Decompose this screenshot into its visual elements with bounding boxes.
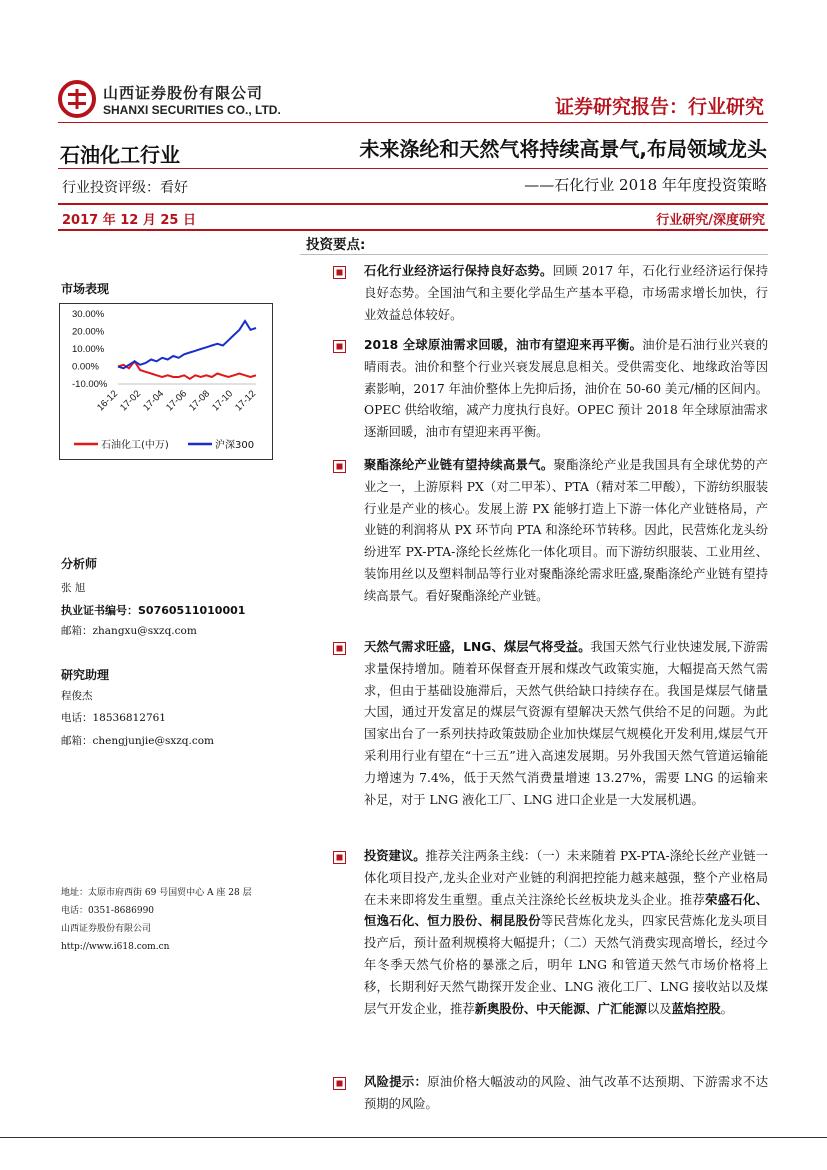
stock-picks: 荣盛石化、恒逸石化、恒力股份、桐昆股份 (364, 892, 768, 929)
assistant-name: 程俊杰 (61, 690, 93, 702)
y-tick-label: 30.00% (72, 309, 105, 320)
bullet-icon (333, 266, 346, 279)
point-body: 以及 (646, 1001, 672, 1016)
stock-picks: 新奥股份、中天能源、广汇能源 (474, 1001, 647, 1016)
bullet-icon (333, 460, 346, 473)
point-body: 等民营炼化龙头，四家民营炼化龙头项目投产后，预计盈利规模将大幅提升；（二）天然气消费实现高增长，经过今年冬季天然气价格的暴涨之后，明年 LNG 和管道天然气市场价格将上移，长期利好天然气勘探开发企业、LNG 液化工厂、LNG 接收站以及煤层气开发企业，推荐 (364, 914, 768, 1016)
x-tick-label: 16-12 (95, 388, 121, 414)
header-divider (58, 122, 768, 123)
point-6 (364, 1072, 768, 1116)
point-body: 回顾 2017 年，石化行业经济运行保持良好态势。全国油气和主要化学品生产基本平稳，市场需求增长加快，行业效益总体较好。 (364, 264, 768, 322)
address-block (61, 884, 252, 956)
point-body: 。 (720, 1001, 733, 1016)
x-tick-label: 17-08 (187, 388, 213, 414)
x-tick-label: 17-02 (118, 388, 144, 414)
company-name-cn: 山西证券股份有限公司 (103, 84, 264, 102)
key-points-underline (300, 254, 768, 255)
bullet-icon (333, 851, 346, 864)
analyst-cert: 执业证书编号：S0760511010001 (61, 604, 246, 617)
point-1 (364, 261, 768, 326)
stock-picks: 蓝焰控股 (671, 1001, 721, 1016)
point-2 (364, 335, 768, 444)
report-subtitle: ——石化行业 2018 年年度投资策略 (524, 176, 767, 194)
point-title: 石化行业经济运行保持良好态势。 (364, 264, 553, 278)
x-tick-label: 17-12 (233, 388, 259, 414)
point-body: 推荐关注两条主线：（一）未来随着 PX-PTA-涤纶长丝产业链一体化项目投产,龙头企业对产业链的利润把控能力越来越强，整个产业格局在未来即将发生重塑。重点关注涤纶长丝板块龙头企业。推荐 (364, 849, 768, 907)
series-line (118, 321, 256, 368)
y-tick-label: 0.00% (72, 361, 99, 373)
analyst-heading: 分析师 (61, 557, 98, 571)
industry-name: 石油化工行业 (60, 143, 180, 167)
y-tick-label: -10.00% (72, 379, 108, 390)
x-tick-label: 17-06 (164, 388, 190, 414)
report-type: 证券研究报告：行业研究 (554, 96, 764, 118)
point-body: 我国天然气行业快速发展,下游需求量保持增加。随着环保督查开展和煤改气政策实施，大幅提高天然气需求，但由于基础设施滞后，天然气供给缺口持续存在。我国是煤层气储量大国，通过开发富足的煤层气资源有望解决天然气供给不足的问题。为此国家出台了一系列扶持政策鼓励企业加快煤层气规模化开发利用,煤层气开采利用行业有望在“十三五”进入高速发展期。另外我国天然气管道运输能力增速为 7.4%，低于天然气消费量增速 13.27%，需要 LNG 的运输来补足，对于 LNG 液化工厂、LNG 进口企业是一大发展机遇。 (364, 640, 768, 807)
point-title: 风险提示： (364, 1075, 428, 1089)
bullet-icon (333, 642, 346, 655)
bullet-icon (333, 1077, 346, 1090)
assistant-email: 邮箱：chengjunjie@sxzq.com (61, 735, 215, 747)
title-divider (58, 168, 768, 169)
assistant-phone: 电话：18536812761 (61, 712, 166, 724)
key-points-heading: 投资要点: (306, 237, 366, 253)
address-line: 地址：太原市府西街 69 号国贸中心 A 座 28 层 (61, 888, 252, 898)
legend-label: 沪深300 (215, 440, 255, 451)
legend-label: 石油化工(中万) (101, 440, 169, 451)
investment-rating: 行业投资评级：看好 (62, 180, 188, 196)
report-category: 行业研究/深度研究 (656, 213, 765, 228)
market-performance-chart (59, 303, 273, 460)
page-bottom-rule (0, 1137, 827, 1138)
y-tick-label: 20.00% (72, 326, 105, 338)
bullet-icon (333, 340, 346, 353)
address-phone: 电话：0351-8686990 (61, 906, 155, 916)
address-company: 山西证券股份有限公司 (61, 924, 152, 934)
assistant-heading: 研究助理 (61, 668, 110, 682)
chart-canvas (60, 304, 272, 459)
date-bar-bottom (58, 229, 768, 231)
y-tick-label: 10.00% (72, 344, 105, 355)
report-title: 未来涤纶和天然气将持续高景气,布局领域龙头 (359, 137, 767, 161)
market-performance-label: 市场表现 (61, 282, 110, 296)
point-5 (364, 846, 768, 1020)
company-name-en: SHANXI SECURITIES CO., LTD. (103, 103, 281, 117)
date-bar-top (58, 203, 768, 205)
point-title: 聚酯涤纶产业链有望持续高景气。 (364, 458, 554, 472)
point-body: 油价是石油行业兴衰的晴雨表。油价和整个行业兴衰发展息息相关。受供需变化、地缘政治等因素影响，2017 年油价整体上先抑后扬，油价在 50-60 美元/桶的区间内。OPEC 供给收缩，减产力度执行良好。OPEC 预计 2018 年全球原油需求逐渐回暖，油市有望迎来再平衡。 (364, 338, 768, 440)
address-website: http://www.i618.com.cn (61, 942, 170, 952)
point-4 (364, 637, 768, 811)
point-body: 聚酯涤纶产业是我国具有全球优势的产业之一，上游原料 PX（对二甲苯）、PTA（精对苯二甲酸），下游纺织服装行业是产业的核心。发展上游 PX 能够打造上下游一体化产业链格局，产业链的利润将从 PX 环节向 PTA 和涤纶环节转移。因此，民营炼化龙头纷纷进军 PX-PTA-涤纶长丝炼化一体化项目。而下游纺织服装、工业用丝、装饰用丝以及塑料制品等行业对聚酯涤纶需求旺盛,聚酯涤纶产业链有望持续高景气。看好聚酯涤纶产业链。 (364, 458, 768, 603)
point-body: 原油价格大幅波动的风险、油气改革不达预期、下游需求不达预期的风险。 (364, 1075, 768, 1111)
analyst-name: 张 旭 (61, 582, 86, 594)
x-tick-label: 17-10 (210, 388, 236, 414)
point-title: 投资建议。 (364, 849, 426, 863)
report-date: 2017 年 12 月 25 日 (62, 213, 196, 228)
analyst-email: 邮箱：zhangxu@sxzq.com (61, 625, 197, 637)
x-tick-label: 17-04 (141, 388, 167, 414)
point-3 (364, 455, 768, 608)
point-title: 2018 全球原油需求回暖，油市有望迎来再平衡。 (364, 338, 643, 352)
company-logo-icon (58, 80, 96, 118)
point-title: 天然气需求旺盛，LNG、煤层气将受益。 (364, 640, 591, 654)
